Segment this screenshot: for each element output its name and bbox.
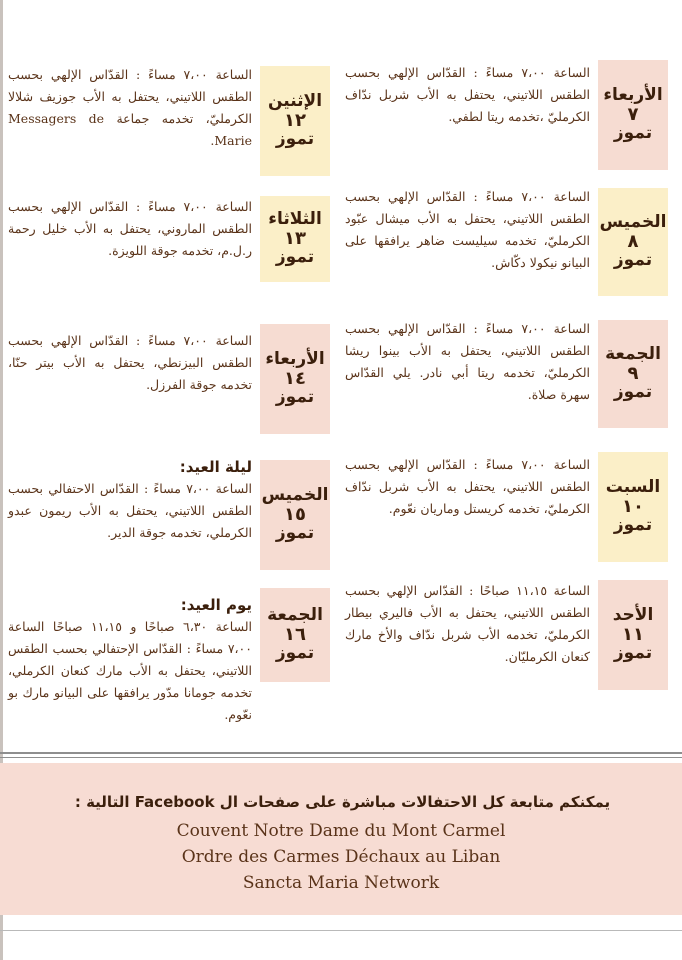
- day-month: تموز: [275, 523, 315, 544]
- day-month: تموز: [613, 382, 653, 403]
- day-number: ١٠: [622, 495, 644, 517]
- entry-description-thu-15: ليلة العيد: الساعة ٧،٠٠ مساءً : القدّاس الاحتفالي بحسب الطقس اللاتيني، يحتفل به الأب ريمون عبدو الكرملي، تخدمه جوقة الدير.: [8, 458, 252, 540]
- facebook-pages-footer: [0, 763, 682, 915]
- day-box-fri-16: [260, 588, 330, 682]
- day-name: الثلاثاء: [268, 208, 322, 229]
- day-month: تموز: [613, 515, 653, 536]
- day-name: الأربعاء: [603, 84, 663, 105]
- entry-description-fri-16: يوم العيد: الساعة ٦،٣٠ صباحًا و ١١،١٥ صباحًا الساعة ٧،٠٠ مساءً : القدّاس الإحتفالي بحسب الطقس اللاتيني، يحتفل به الأب مارك كنعان الكرملي، تخدمه جومانا مدّور يرافقها على البيانو مارك بو نعّوم.: [8, 596, 253, 722]
- day-name: الخميس: [599, 211, 667, 232]
- entry-heading: يوم العيد:: [180, 596, 252, 614]
- entry-heading: ليلة العيد:: [179, 458, 252, 476]
- day-number: ١٣: [284, 227, 306, 249]
- day-number: ١١: [622, 623, 644, 645]
- day-number: ٩: [627, 362, 639, 384]
- facebook-page-name[interactable]: Sancta Maria Network: [242, 873, 440, 893]
- day-box-fri-9: [598, 320, 668, 428]
- day-name: الجمعة: [605, 343, 661, 364]
- day-name: الخميس: [261, 484, 329, 505]
- day-box-mon-12: [260, 66, 330, 176]
- day-month: تموز: [275, 387, 315, 408]
- facebook-page-name[interactable]: Ordre des Carmes Déchaux au Liban: [181, 847, 501, 867]
- day-name: الجمعة: [267, 604, 323, 625]
- day-box-wed-14: [260, 324, 330, 434]
- entry-description-fri-9: الساعة ٧،٠٠ مساءً : القدّاس الإلهي بحسب الطقس اللاتيني، يحتفل به الأب بينوا ريشا الكرمليّ، تخدمه ريتا أبي نادر. يلي القدّاس سهرة صلاة.: [345, 321, 590, 402]
- day-number: ١٢: [284, 109, 306, 131]
- entry-description-mon-12: الساعة ٧،٠٠ مساءً : القدّاس الإلهي بحسب الطقس اللاتيني، يحتفل به الأب جوزيف شلالا الكرمليّ، تخدمه جماعة Messagers de Marie.: [8, 67, 253, 148]
- entry-description-tue-13: الساعة ٧،٠٠ مساءً : القدّاس الإلهي بحسب الطقس الماروني، يحتفل به الأب خليل رحمة ر.ل.م، تخدمه جوقة اللويزة.: [8, 199, 253, 258]
- day-month: تموز: [613, 643, 653, 664]
- entry-description-thu-8: الساعة ٧،٠٠ مساءً : القدّاس الإلهي بحسب الطقس اللاتيني، يحتفل به الأب ميشال عبّود الكرمليّ، تخدمه سيليست ضاهر يرافقها على البيانو نيكولا دكّاش.: [345, 189, 590, 270]
- day-box-wed-7: [598, 60, 668, 170]
- separator-line: [0, 752, 682, 754]
- day-month: تموز: [275, 129, 315, 150]
- footer-intro: يمكنكم متابعة كل الاحتفالات مباشرة على صفحات ال Facebook التالية :: [74, 793, 611, 811]
- day-number: ٧: [627, 103, 639, 125]
- day-name: الأربعاء: [265, 348, 325, 369]
- day-box-sat-10: [598, 452, 668, 562]
- day-box-thu-15: [260, 460, 330, 570]
- day-number: ١٤: [284, 367, 306, 389]
- entry-description-wed-7: الساعة ٧،٠٠ مساءً : القدّاس الإلهي بحسب الطقس اللاتيني، يحتفل به الأب شربل ندّاف الكرمليّ ،تخدمه ريتا لطفي.: [345, 65, 590, 124]
- day-box-thu-8: [598, 188, 668, 296]
- day-month: تموز: [613, 250, 653, 271]
- day-number: ١٦: [284, 623, 306, 645]
- day-name: الإثنين: [267, 90, 323, 111]
- day-month: تموز: [613, 123, 653, 144]
- entry-description-wed-14: الساعة ٧،٠٠ مساءً : القدّاس الإلهي بحسب الطقس البيزنطي، يحتفل به الأب بيتر حنّا، تخدمه جوقة الفرزل.: [8, 333, 253, 392]
- entry-description-sun-11: الساعة ١١،١٥ صباحًا : القدّاس الإلهي بحسب الطقس اللاتيني، يحتفل به الأب فاليري بيطار الكرمليّ، تخدمه الأب شربل ندّاف والأخ مارك كنعان الكرمليّان.: [345, 583, 590, 664]
- day-box-tue-13: [260, 196, 330, 282]
- facebook-page-name[interactable]: Couvent Notre Dame du Mont Carmel: [176, 821, 506, 841]
- day-box-sun-11: [598, 580, 668, 690]
- day-number: ١٥: [284, 503, 306, 525]
- day-month: تموز: [275, 643, 315, 664]
- entry-description-sat-10: الساعة ٧،٠٠ مساءً : القدّاس الإلهي بحسب الطقس اللاتيني، يحتفل به الأب شربل ندّاف الكرمليّ، تخدمه كريستل وماريان نعّوم.: [345, 457, 590, 516]
- day-number: ٨: [627, 230, 639, 252]
- separator-line: [0, 930, 682, 931]
- day-name: الأحد: [612, 604, 654, 625]
- day-month: تموز: [275, 247, 315, 268]
- day-name: السبت: [605, 476, 661, 497]
- separator-line: [0, 757, 682, 758]
